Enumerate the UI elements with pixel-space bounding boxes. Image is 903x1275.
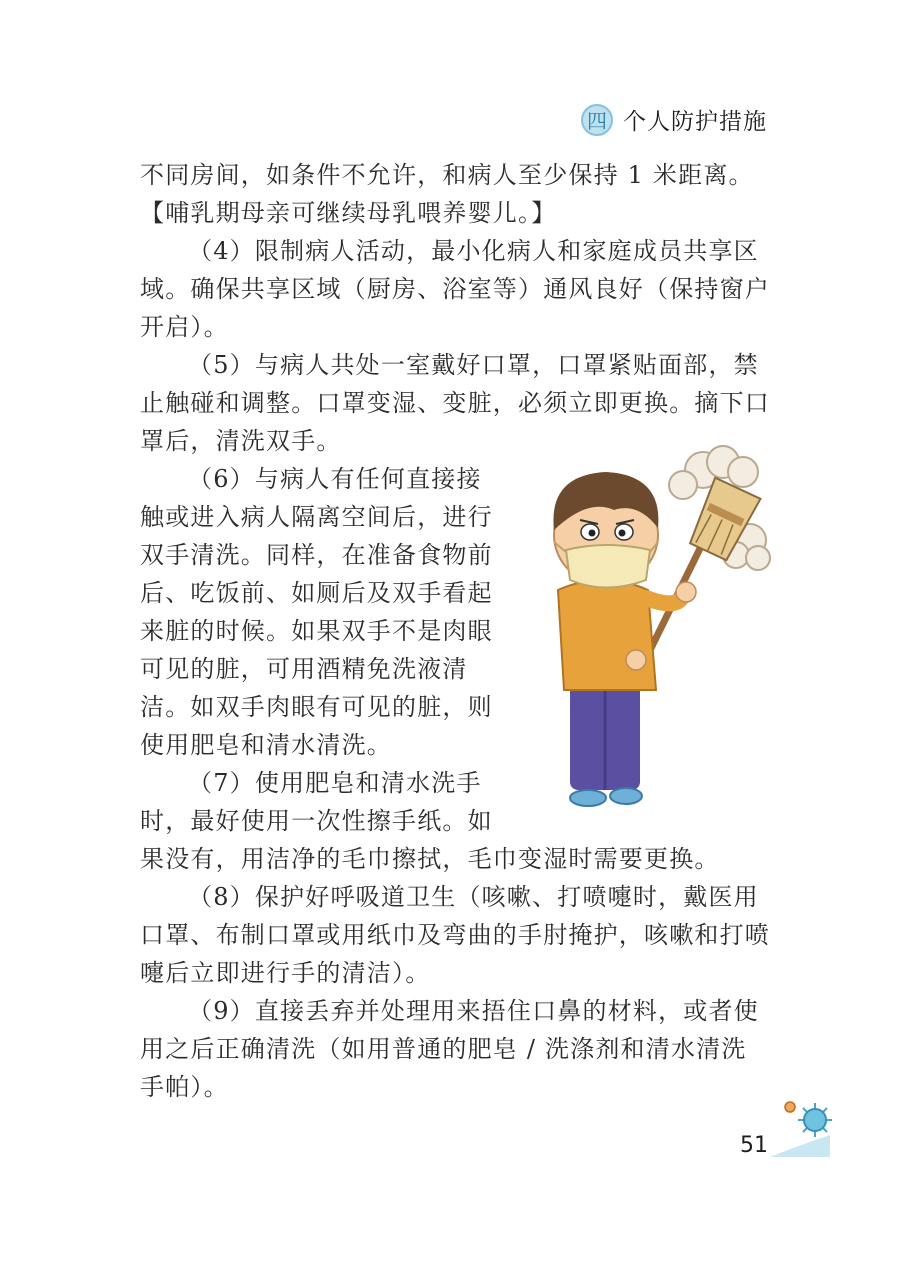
left-hand [626,650,646,670]
section-title: 个人防护措施 [623,109,767,135]
virus-icon [760,1095,840,1165]
paragraph-5: （5）与病人共处一室戴好口罩，口罩紧贴面部，禁止触碰和调整。口罩变湿、变脏，必须立即更换。摘下口罩后，清洗双手。 [140,351,770,455]
paragraph-4: （4）限制病人活动，最小化病人和家庭成员共享区域。确保共享区域（厨房、浴室等）通风良好（保持窗户开启）。 [140,237,770,341]
boy-sweeping-illustration [518,440,778,820]
right-hand [676,582,696,602]
left-shoe [570,790,606,806]
right-shoe [610,788,642,804]
paragraph-continued: 不同房间，如条件不允许，和病人至少保持 1 米距离。【哺乳期母亲可继续母乳喂养婴儿。】 [140,161,754,227]
paragraph-9: （9）直接丢弃并处理用来捂住口鼻的材料，或者使用之后正确清洗（如用普通的肥皂 / 洗涤剂和清水清洗手帕）。 [140,997,759,1101]
section-number-badge: 四 [581,104,613,136]
face-mask-icon [566,545,650,588]
paragraph-7-part-a: （7）使用肥皂和清水洗手时，最好使用一次性擦手纸。如 [140,769,493,835]
paragraph-6: （6）与病人有任何直接接触或进入病人隔离空间后，进行双手清洗。同样，在准备食物前后、吃饭前、如厕后及双手看起来脏的时候。如果双手不是肉眼可见的脏，可用酒精免洗液清洁。如双手肉眼有可见的脏，则使用肥皂和清水清洗。 [140,465,493,759]
paragraph-7-part-b: 果没有，用洁净的毛巾擦拭，毛巾变湿时需要更换。 [140,845,720,873]
paragraph-8: （8）保护好呼吸道卫生（咳嗽、打喷嚏时，戴医用口罩、布制口罩或用纸巾及弯曲的手肘掩护，咳嗽和打喷嚏后立即进行手的清洁）。 [140,883,770,987]
page-number: 51 [740,1133,768,1158]
section-header [581,103,767,136]
